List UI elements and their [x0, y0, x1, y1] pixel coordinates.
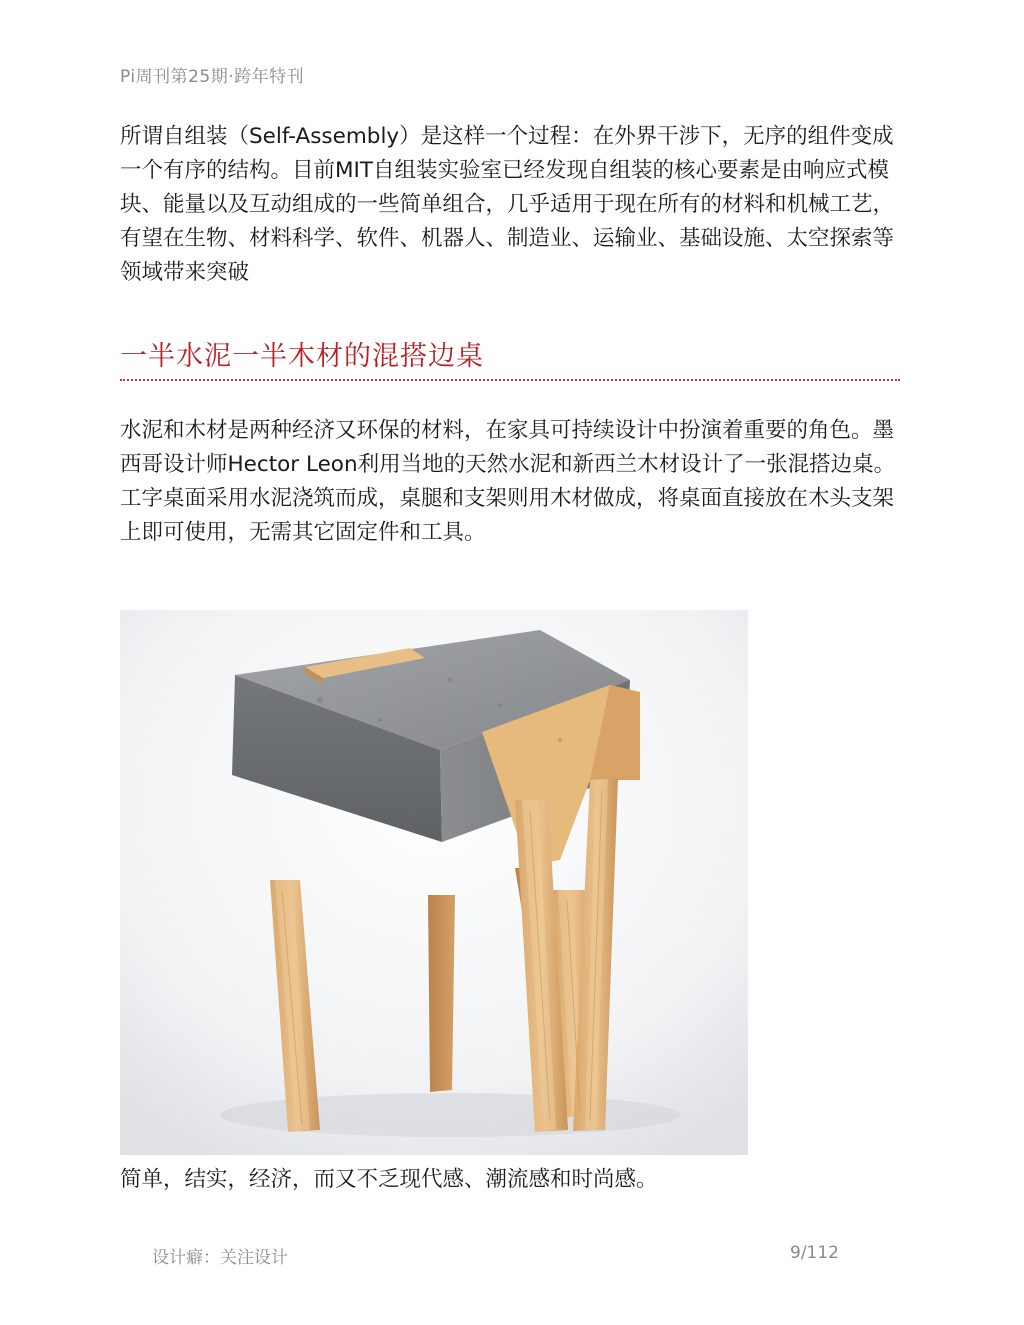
title-divider: [120, 379, 900, 381]
intro-paragraph: 所谓自组装（Self-Assembly）是这样一个过程：在外界干涉下，无序的组件变成一个有序的结构。目前MIT自组装实验室已经发现自组装的核心要素是由响应式模块、能量以及互动组成的一些简单组合，几乎适用于现在所有的材料和机械工艺，有望在生物、材料科学、软件、机器人、制造业、运输业、基础设施、太空探索等领域带来突破: [120, 124, 895, 285]
side-table-photo: [120, 610, 748, 1155]
photo-caption: 简单，结实，经济，而又不乏现代感、潮流感和时尚感。: [120, 1167, 658, 1192]
running-header: Pi周刊第25期·跨年特刊: [120, 67, 305, 87]
footer-source: 设计癖：关注设计: [152, 1248, 288, 1268]
page-number: 9/112: [790, 1243, 839, 1263]
article-paragraph: 水泥和木材是两种经济又环保的材料，在家具可持续设计中扮演着重要的角色。墨西哥设计师Hector Leon利用当地的天然水泥和新西兰木材设计了一张混搭边桌。工字桌面采用水泥浇筑而成，桌腿和支架则用木材做成，将桌面直接放在木头支架上即可使用，无需其它固定件和工具。: [120, 418, 896, 545]
section-title: 一半水泥一半木材的混搭边桌: [120, 341, 484, 372]
